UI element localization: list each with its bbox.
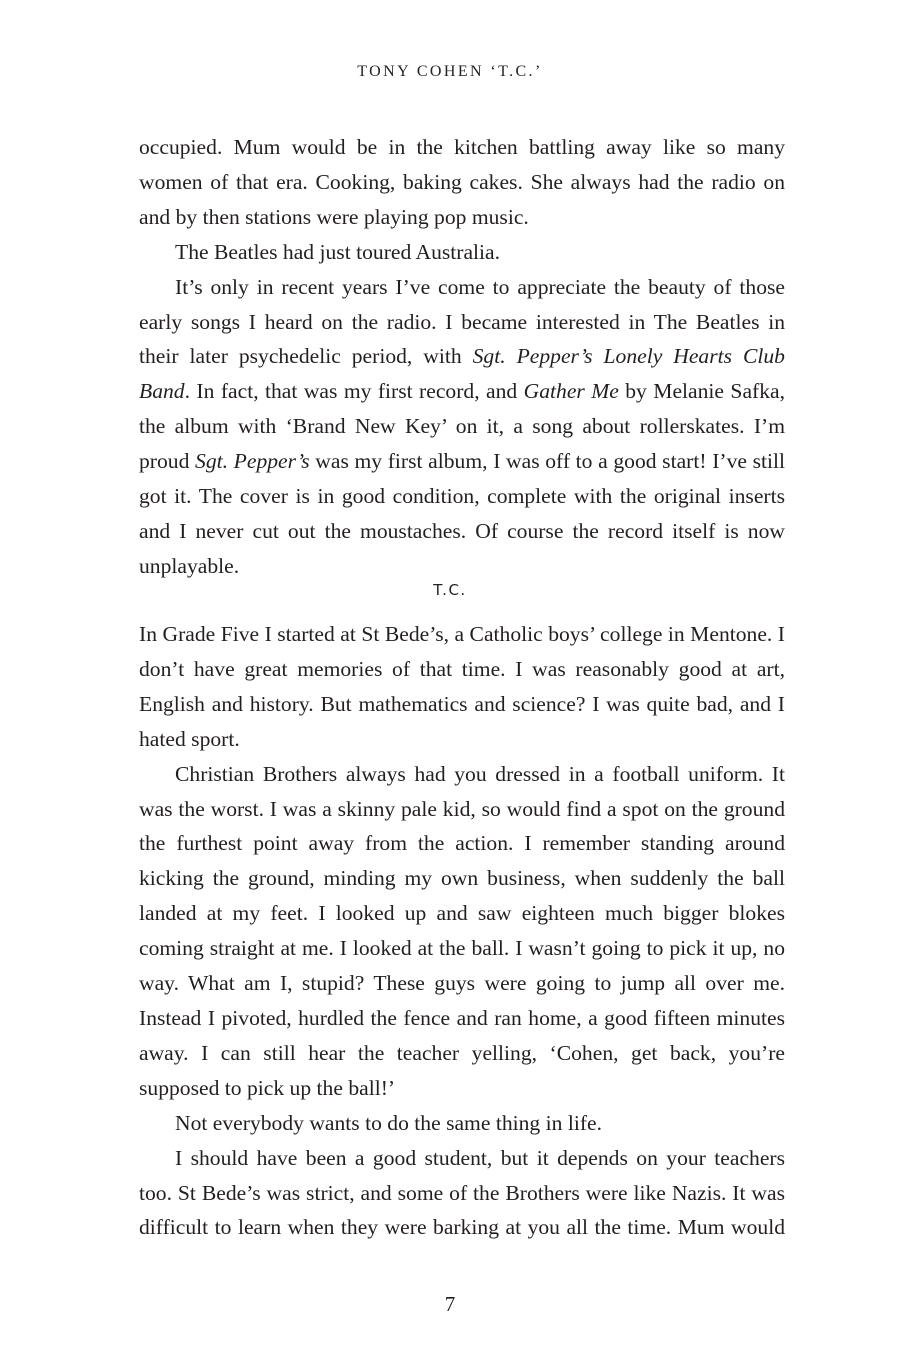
body-text-bottom: [139, 617, 785, 1245]
paragraph-text: . In fact, that was my first record, and: [184, 379, 524, 404]
paragraph: Not everybody wants to do the same thing in life.: [175, 1110, 602, 1135]
paragraph-text: was my first album, I was off to a good start! I’ve still got it. The cover is in good condition, complete with the original inserts and I never cut out the moustaches. Of course the record itself is now unplayable.: [139, 449, 785, 578]
paragraph-text: by Melanie Safka, the album with ‘Brand New Key’ on it, a song about rollerskates. I’m proud: [139, 379, 785, 474]
album-title: Gather Me: [523, 379, 619, 404]
paragraph: Christian Brothers always had you dressed in a football uniform. It was the worst. I was a skinny pale kid, so would find a spot on the ground the furthest point away from the action. I remember standing around kicking the ground, minding my own business, when suddenly the ball landed at my feet. I looked up and saw eighteen much bigger blokes coming straight at me. I looked at the ball. I wasn’t going to pick it up, no way. What am I, stupid? These guys were going to jump all over me. Instead I pivoted, hurdled the fence and ran home, a good fifteen minutes away. I can still hear the teacher yelling, ‘Cohen, get back, you’re supposed to pick up the ball!’: [139, 761, 785, 1100]
paragraph: In Grade Five I started at St Bede’s, a Catholic boys’ college in Mentone. I don’t have great memories of that time. I was reasonably good at art, English and history. But mathematics and science? I was quite bad, and I hated sport.: [139, 622, 785, 751]
body-text-top: [139, 130, 785, 584]
section-break: T.C.: [433, 581, 467, 599]
album-title: Sgt. Pepper’s Lonely Hearts Club Band: [139, 344, 785, 404]
album-title: Sgt. Pepper’s: [195, 449, 310, 474]
paragraph-text: It’s only in recent years I’ve come to appreciate the beauty of those early songs I heard on the radio. I became interested in The Beatles in their later psychedelic period, with: [139, 274, 785, 369]
paragraph: The Beatles had just toured Australia.: [175, 239, 501, 264]
paragraph: occupied. Mum would be in the kitchen battling away like so many women of that era. Cooking, baking cakes. She always had the radio on and by then stations were playing pop music.: [139, 135, 785, 229]
paragraph: I should have been a good student, but it depends on your teachers too. St Bede’s was strict, and some of the Brothers were like Nazis. It was difficult to learn when they were barking at you all the time. Mum would: [139, 1145, 785, 1240]
page-number: 7: [444, 1292, 456, 1316]
paragraph: [139, 270, 785, 584]
running-head: TONY COHEN ‘T.C.’: [357, 63, 543, 80]
